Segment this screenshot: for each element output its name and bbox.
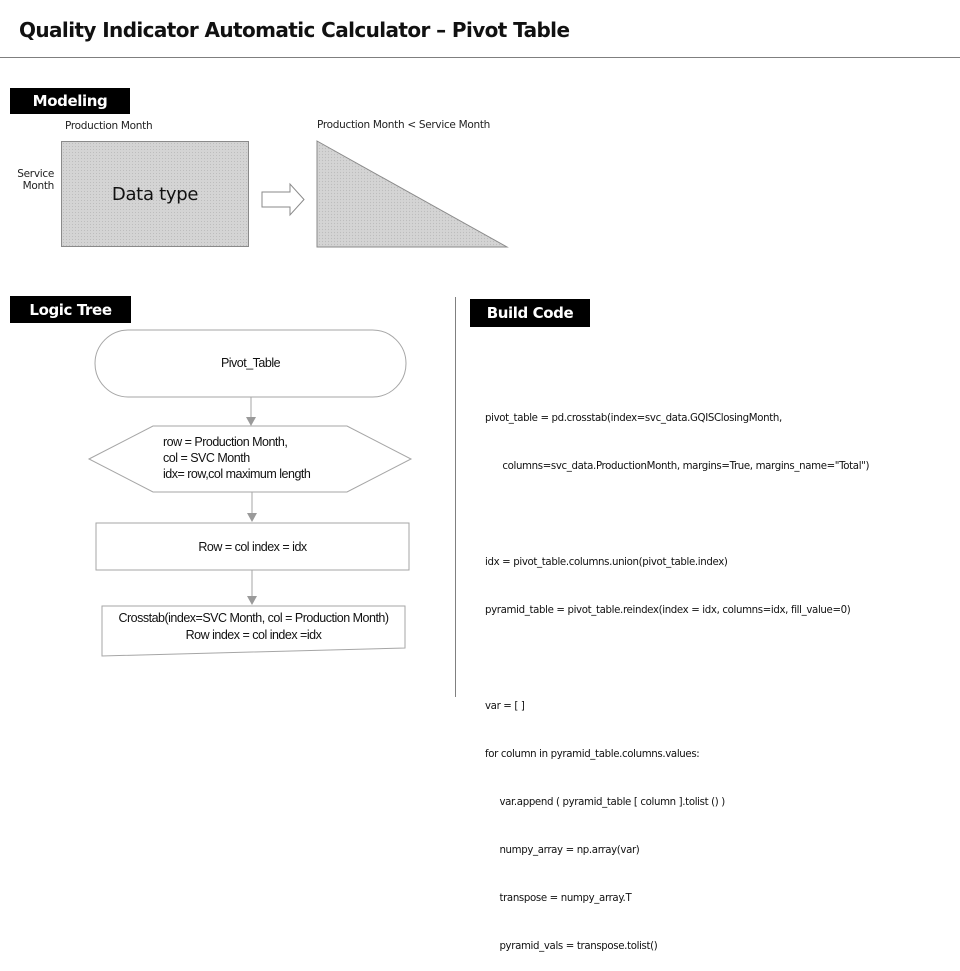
prep-node-line: row = Production Month,	[163, 435, 288, 449]
code-line: var.append ( pyramid_table [ column ].tolist () )	[485, 797, 725, 808]
code-line: pyramid_vals = transpose.tolist()	[485, 941, 658, 952]
service-month-label-line1: Service	[17, 168, 54, 180]
page-title: Quality Indicator Automatic Calculator – Pivot Table	[19, 18, 570, 42]
modeling-section-label: Modeling	[10, 88, 130, 114]
build-code-section-label: Build Code	[470, 299, 590, 327]
code-line	[485, 651, 869, 667]
service-month-label-line2: Month	[22, 180, 54, 192]
document-node-line: Row index = col index =idx	[185, 628, 322, 642]
lower-triangle-matrix	[317, 141, 507, 247]
code-line: idx = pivot_table.columns.union(pivot_table.index)	[485, 557, 728, 568]
production-month-axis-label: Production Month	[65, 120, 153, 132]
document-node-line: Crosstab(index=SVC Month, col = Production Month)	[118, 611, 389, 625]
flow-arrowhead-1	[246, 417, 256, 426]
code-line: pyramid_table = pivot_table.reindex(index = idx, columns=idx, fill_value=0)	[485, 605, 851, 616]
code-line: numpy_array = np.array(var)	[485, 845, 640, 856]
document-node-text	[102, 610, 405, 644]
prep-node-line: idx= row,col maximum length	[163, 467, 311, 481]
triangle-caption: Production Month < Service Month	[317, 119, 491, 131]
logic-tree-section-label: Logic Tree	[10, 296, 131, 323]
code-line: var = [ ]	[485, 701, 525, 712]
flow-arrowhead-3	[247, 596, 257, 605]
flow-arrowhead-2	[247, 513, 257, 522]
prep-node-line: col = SVC Month	[163, 451, 250, 465]
code-line	[485, 507, 869, 523]
code-line: transpose = numpy_array.T	[485, 893, 632, 904]
code-line: pivot_table = pd.crosstab(index=svc_data.GQISClosingMonth,	[485, 413, 782, 424]
start-node-label: Pivot_Table	[220, 356, 281, 370]
process-node-label: Row = col index = idx	[198, 540, 307, 554]
code-line: for column in pyramid_table.columns.values:	[485, 749, 700, 760]
code-line: columns=svc_data.ProductionMonth, margins=True, margins_name="Total")	[485, 461, 870, 472]
data-type-label: Data type	[111, 183, 199, 205]
build-code-block	[485, 379, 869, 971]
section-divider	[455, 297, 456, 697]
prep-node-text	[163, 434, 310, 482]
transform-arrow-icon	[262, 184, 304, 215]
